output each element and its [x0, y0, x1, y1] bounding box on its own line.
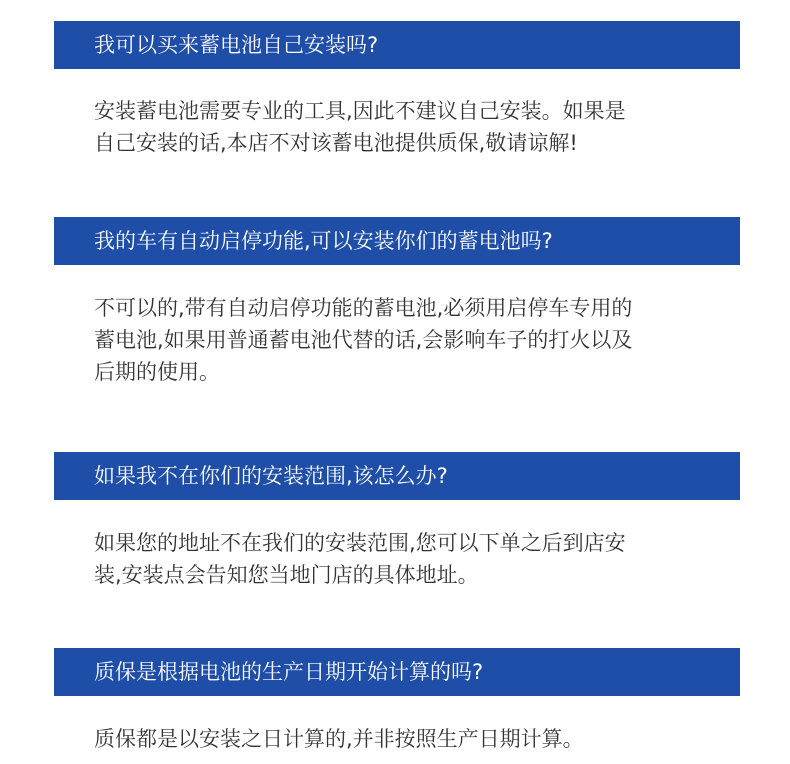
- faq-answer-4: [94, 723, 734, 755]
- faq-question-1: 我可以买来蓄电池自己安装吗?: [94, 32, 379, 57]
- faq-answer-3-line-2: 装,安装点会告知您当地门店的具体地址。: [94, 563, 479, 587]
- faq-answer-2-line-3: 后期的使用。: [94, 360, 220, 384]
- faq-question-2: 我的车有自动启停功能,可以安装你们的蓄电池吗?: [94, 228, 553, 253]
- faq-answer-2-line-1: 不可以的,带有自动启停功能的蓄电池,必须用启停车专用的: [94, 296, 633, 320]
- faq-question-header-2: [54, 217, 740, 265]
- faq-answer-1: [94, 95, 734, 159]
- faq-answer-4-line-1: 质保都是以安装之日计算的,并非按照生产日期计算。: [94, 727, 584, 751]
- faq-question-3: 如果我不在你们的安装范围,该怎么办?: [94, 463, 448, 488]
- faq-answer-2: [94, 292, 734, 388]
- faq-question-header-4: [54, 648, 740, 696]
- faq-answer-2-line-2: 蓄电池,如果用普通蓄电池代替的话,会影响车子的打火以及: [94, 328, 633, 352]
- faq-question-4: 质保是根据电池的生产日期开始计算的吗?: [94, 659, 484, 684]
- faq-answer-1-line-1: 安装蓄电池需要专业的工具,因此不建议自己安装。如果是: [94, 99, 626, 123]
- faq-answer-3: [94, 527, 734, 591]
- faq-answer-1-line-2: 自己安装的话,本店不对该蓄电池提供质保,敬请谅解!: [94, 131, 578, 155]
- faq-question-header-1: [54, 21, 740, 69]
- faq-answer-3-line-1: 如果您的地址不在我们的安装范围,您可以下单之后到店安: [94, 531, 626, 555]
- faq-question-header-3: [54, 452, 740, 500]
